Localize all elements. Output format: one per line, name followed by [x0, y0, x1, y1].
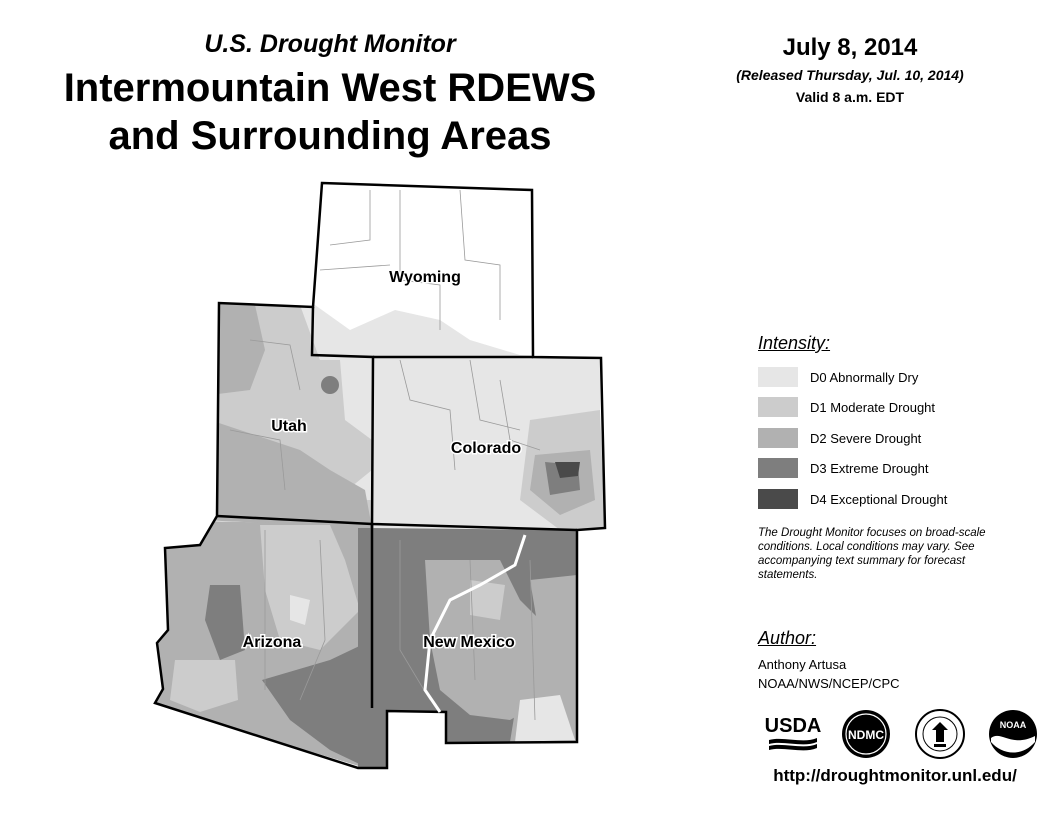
drought-shading	[140, 175, 620, 775]
legend-swatch-d1	[758, 397, 798, 417]
legend-label-d1: D1 Moderate Drought	[810, 399, 936, 415]
map-title-line-2: and Surrounding Areas	[108, 114, 552, 158]
state-label-utah: Utah	[271, 418, 307, 435]
legend-item-d2	[758, 427, 921, 449]
legend-item-d4	[758, 488, 947, 510]
valid-time: Valid 8 a.m. EDT	[795, 89, 905, 105]
website-url[interactable]: http://droughtmonitor.unl.edu/	[773, 766, 1017, 785]
legend-swatch-d0	[758, 367, 798, 387]
ndmc-logo-text: NDMC	[848, 728, 884, 742]
legend-label-d2: D2 Severe Drought	[810, 430, 922, 446]
ndmc-logo	[840, 708, 892, 760]
legend-label-d4: D4 Exceptional Drought	[810, 491, 948, 507]
state-label-arizona: Arizona	[242, 634, 302, 651]
legend-label-d0: D0 Abnormally Dry	[810, 369, 919, 385]
usda-logo-text: USDA	[765, 715, 821, 737]
legend-title: Intensity:	[758, 333, 831, 353]
state-label-wyoming: Wyoming	[389, 269, 461, 286]
map-subtitle: U.S. Drought Monitor	[204, 30, 456, 58]
legend-swatch-d3	[758, 458, 798, 478]
release-date: (Released Thursday, Jul. 10, 2014)	[736, 67, 964, 83]
state-label-new-mexico: New Mexico	[423, 634, 515, 651]
legend-note: The Drought Monitor focuses on broad-scale conditions. Local conditions may vary. See accompanying text summary for forecast statements.	[758, 527, 986, 581]
author-org: NOAA/NWS/NCEP/CPC	[758, 676, 900, 691]
legend-label-d3: D3 Extreme Drought	[810, 460, 929, 476]
legend-swatch-d4	[758, 489, 798, 509]
noaa-logo	[987, 708, 1039, 760]
legend-item-d3	[758, 457, 929, 479]
drought-map	[140, 175, 620, 775]
usda-logo	[765, 708, 821, 760]
author-name: Anthony Artusa	[758, 657, 847, 672]
commerce-seal-icon	[914, 708, 966, 760]
legend-item-d0	[758, 366, 918, 388]
map-date: July 8, 2014	[782, 34, 918, 61]
map-title-line-1: Intermountain West RDEWS	[63, 66, 597, 110]
noaa-logo-text: NOAA	[999, 720, 1027, 730]
legend-item-d1	[758, 396, 935, 418]
state-label-colorado: Colorado	[450, 440, 522, 457]
legend-swatch-d2	[758, 428, 798, 448]
author-title: Author:	[758, 628, 817, 648]
